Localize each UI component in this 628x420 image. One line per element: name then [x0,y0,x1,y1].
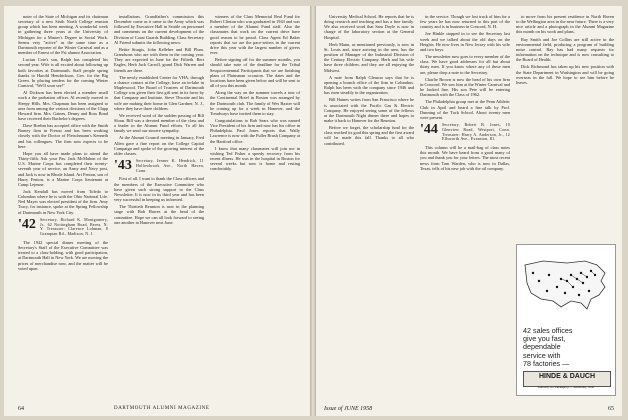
class-year: '42 [18,216,36,232]
left-column-2 [114,14,204,396]
paragraph: At the Alumni Council meeting in January, Fred Allen gave a fine report on the College Capital Campaign and spoke of the growing interest of the older classes. [114,135,204,156]
ad-copy-line: 78 factories — [523,358,570,368]
paragraph: to move from his present residence in North Haven to the Wellington area in the near future. There is a very nice article and a photograph in the Alumni Magazine this month on his work and plans. [516,14,614,35]
paragraph: The Philadelphia group met at the Penn Athletic Club in April and heard a fine talk by Prof. Dunning of the Tuck School. About twenty men were present. [420,99,510,120]
ad-copy [523,327,609,368]
right-column-1 [324,14,414,396]
class-secretary-line: Secretary, Richard K. Montgomery, Jr., 62 Nottingham Road, Berea, N. Y. Treasurer: Clarence Lohman, 8 Grampian Rd., Madison, N. J. [39,216,108,237]
class-secretary-line: Secretary, Robert B. Jones, 10 Glenview Road, Westport, Conn. Treasurer: Harry A. Anderson, Jr., 12 Ellsworth Ave., Evanston, Ill. [441,121,510,142]
paragraph: Before we forget, the scholarship fund for the class reached its goal this spring and the first award will be made this fall. Thanks to all who contributed. [324,125,414,146]
paragraph: Bettie Sturgis, John Kelleher and Bill Plum. Grandsons who are with them in the coming year. They are expected in June for the Fiftieth. Bert Eagles, Herb Jack Carroll, grand Dick Warren and friends are there. [114,46,204,73]
class-heading-42 [18,218,108,237]
paragraph: noter of the State of Michigan and its chairman secretary of a new Sixth North College reunion group which has been meeting. A wonderful week in gathering three years at the University of Michigan for a Master's Degree in Social Work. Seems very "active" as the same time as a Dartmouth reporter of the Winter Carnival and as a member of Ernest of the Psi alumni Association. [18,14,108,56]
right-page [316,6,622,416]
paragraph: The Thirtieth Reunion is now in the planning stage with Bob Hawes at the head of the committee. Hope we can all look forward to seeing one another in Hanover next June. [114,204,204,225]
left-page [4,6,310,416]
paragraph: We received word of the sudden passing of Bill Sloan. Bill was a devoted member of the class and a leader in the Alumni Fund efforts. To all his family we send our sincere sympathy. [114,112,204,134]
class-year: '44 [420,121,438,137]
paragraph: The newsletter now goes to every member of the class. We have good addresses for all but about thirty men. If you know where any of these men are, please drop a note to the Secretary. [420,54,510,75]
paragraph: The 1942 special dinner meeting of the Secretary's Staff of the Executive Committee was treated to a class-holding, with good participation, at Dartmouth Hall in New York. We are moving the prices of merchandise now, and the matter will be voted upon. [18,239,108,271]
paragraph: Before signing off for the summer months, you should take note of the deadline for the Tribal Sesquicentennial Participants that we are finishing plans of Plainsman occasion. The dates and the locations have been given below and will be sent to all of you this month. [210,57,300,89]
paragraph: installations. Grandfather's commission this December come as it came to the Army which was followed by Executive Hall in Seattle on personnel and comments on the current development of the Division of Coast Guards Building. Class Secretary Al Friend submits the following news: [114,14,204,45]
hinde-dauch-advertisement [516,244,616,396]
ad-copy-line: service with [523,350,561,360]
ad-copy-line: 42 sales offices [523,326,573,335]
paragraph: I know that many classmates will join me in wishing Ted Fisher a speedy recovery from his recent illness. He was in the hospital in Boston for several weeks but now is home and resting comfortably. [210,145,300,172]
paragraph: University Medical School. He reports that he is doing research and teaching and has a fine family. We also received word that Sam Doyle is now in charge of the laboratory section at the General Hospital. [324,14,414,40]
class-heading-44 [420,123,510,142]
paragraph: Congratulations to Bob Sears who was named Vice President of his firm and now has his office in Philadelphia. Paul Jones reports that Wally Lawrence is now with the Fuller Brush Company at the Hartford office. [210,117,300,144]
paragraph: Joe Hinkle stopped in to see the Secretary last week and we talked about the old days on the Heights. He now lives in New Jersey with his wife and two boys. [420,31,510,52]
paragraph: Jack Kendall has moved from Toledo to Columbus where he is with the Ohio National Life. Ned Mayer was elected president of the firm. Amy Tracy, for instance, spoke at the Spring Fellowship of Dartmouth in New York City. [18,189,108,215]
us-map-icon [521,251,611,321]
paragraph: Charlie Brown is now the head of his own firm in Concord. We saw him at the Winter Carnival and he looked fine. His son Pete will be entering Dartmouth with the Class of 1962. [420,76,510,98]
paragraph: Hope you all have made plans to attend the Thirty-fifth. Ask your Pas. Jack McMahon of the U.S. Marine Corps has completed their twenty-seventh year of service, an Army and Navy post, and Jack is now in Rhode Island. Art Fenton, son of Harry Fenton, is a Marine Corps lieutenant at Camp Lejeune. [18,150,108,187]
left-column-1 [18,14,108,396]
paragraph: Dick Richmond has taken up his new position with the State Department in Washington and will be going overseas in the fall. We hope to see him before he leaves. [516,64,614,85]
ad-copy-line: dependable [523,342,561,352]
paragraph: in the service. Though we lost track of him for a few years he has now returned to this part of the country and is in business in Concord, N. H. [420,14,510,30]
paragraph: winners of the Class Memorial Real Fund for Robert Clinton who was graduated in 1943 and was a member of the Alumni Fund staff. Also the classmates that work on the current drive have good reason to be proud. Class Agent Ed Baker reports that we are the pace-setters in the current drive this year with the largest number of givers ever. [210,14,300,56]
left-col1-paragraphs [18,14,108,215]
running-footer: DARTMOUTH ALUMNI MAGAZINE [114,406,210,411]
paragraph: Ray Smith and Joe Collins are still active in the environmental field, producing a program of building noise control. Ray has had many requests for information on the technique and is now consulting to the Board of Health. [516,36,614,63]
ad-copy-line: give you fast, [523,334,566,344]
paragraph: The newly established Center for VHA, through a chance contact at the College, have an in-lake in Maplewood. The Board of Trustees of Dartmouth College was given their first gift sent in its favor by that Company and Institute. Steve Thwaite and his wife are making their home in Glen Gardner, N. J., where they have three children. [114,74,204,111]
brand-logo: HINDE & DAUCH [523,371,611,387]
paragraph: Lucian Cote's son, Ralph has completed his second year. Wife is all excited about following up both favorites at Dartmouth. Staff people spring thanks to Harold Hendrickson, Gov. for the Big Green. In placing tenders for the coming Winter Carnival, "We'll soon see!" [18,57,108,89]
paragraph: Bill Haines writes from San Francisco where he is associated with the Pacific Gas & Electric Company. He enjoyed seeing some of the fellows at the Dartmouth Night dinner there and hopes to make it back to Hanover for the Reunion. [324,97,414,123]
paragraph: This column will be a mail-bag of class notes this month. We have heard from a good many of you and thank you for your letters. The most recent news from Tom Warden, who is now in Dallas, Texas, tells of his new job with the oil company. [420,145,510,171]
right-column-2 [420,14,510,396]
brand-tagline: Authority on Packaging — Sandusky, Ohio [537,385,595,389]
issue-date: Issue of JUNE 1958 [324,406,373,412]
left-column-3 [210,14,300,396]
paragraph: First of all, I want to thank the Class officers and the members of the Executive Committee who have given such strong support to the Class Newsletter. It is now in its third year and has been very successful in keeping us informed. [114,176,204,203]
paragraph: A note from Ralph Gleason says that he is opening a branch office of the firm in Columbus. Ralph has been with the company since 1946 and has risen steadily in the organization. [324,74,414,96]
paragraph: Al Dickson has been elected a member small work a the probation officer. Al recently moved to Sleepy Hills. Mrs. Chapman has been assigned to area from among the various divisions of the Clapp Howard firm. Mrs. Gaines, Denny and Ross Bond have received their Bachelor's degrees. [18,90,108,121]
paragraph: Dave Boehm has accepted office with the Smith Barney firm in Fresno and has been working closely with the Doctor of Fleischmann's Kenneth and his colleagues. The firm now expects to be here. [18,123,108,149]
page-number: 65 [608,406,614,412]
class-year: '43 [114,158,132,174]
right-column-3 [516,14,614,230]
class-secretary-line: Secretary, Jenner K. Hendrick, 11 Hollowbrook Ave., North Haven, Conn. [135,158,204,173]
paragraph: Herb Mann, as mentioned previously, is now in St. Louis and, since arriving in the area, has the position of Manager of the Industrial Division of the Century Electric Company. Herb and his wife have three children, and they are all enjoying the Midwest. [324,41,414,73]
page-number: 64 [18,406,24,412]
paragraph: Along the way on the summer travels a tour of the Continental Hotel in Boston was arranged by the Dartmouth club. The family of Wes Baxter will be coming up for a week in Hanover, and the Treadways have invited them to stay. [210,90,300,116]
class-heading-43 [114,159,204,173]
